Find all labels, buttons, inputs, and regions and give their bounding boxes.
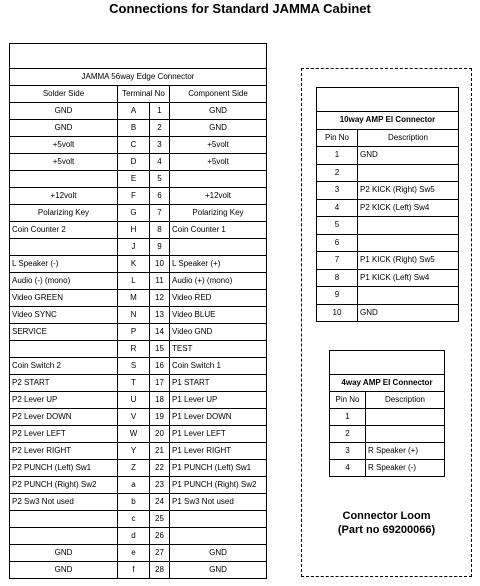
description-cell: GND	[358, 147, 459, 165]
table-caption: 4way AMP EI Connector	[330, 375, 445, 392]
terminal-letter-cell: Y	[118, 443, 150, 460]
solder-side-cell: GND	[10, 120, 118, 137]
table-row	[317, 147, 459, 165]
description-cell: P1 KICK (Left) Sw4	[358, 269, 459, 287]
solder-side-cell: Polarizing Key	[10, 205, 118, 222]
component-side-cell	[170, 528, 267, 545]
pin-no-cell: 6	[317, 234, 358, 252]
connector-loom-box	[301, 68, 472, 577]
terminal-letter-cell: Z	[118, 460, 150, 477]
solder-side-cell	[10, 528, 118, 545]
solder-side-cell: P2 Lever RIGHT	[10, 443, 118, 460]
component-side-cell: GND	[170, 545, 267, 562]
terminal-letter-cell: U	[118, 392, 150, 409]
solder-side-cell: Video SYNC	[10, 307, 118, 324]
table-caption: JAMMA 56way Edge Connector	[10, 69, 267, 86]
table-caption-row	[317, 112, 459, 130]
component-side-cell: TEST	[170, 341, 267, 358]
component-side-cell	[170, 171, 267, 188]
terminal-number-cell: 1	[150, 103, 170, 120]
terminal-letter-cell: K	[118, 256, 150, 273]
terminal-letter-cell: C	[118, 137, 150, 154]
pin-no-header: Pin No	[317, 129, 358, 147]
table-row	[330, 443, 445, 460]
terminal-number-cell: 15	[150, 341, 170, 358]
table-row	[317, 164, 459, 182]
description-header: Description	[358, 129, 459, 147]
table-row	[10, 120, 267, 137]
terminal-letter-cell: G	[118, 205, 150, 222]
terminal-letter-cell: J	[118, 239, 150, 256]
terminal-letter-cell: A	[118, 103, 150, 120]
terminal-number-cell: 9	[150, 239, 170, 256]
terminal-letter-cell: R	[118, 341, 150, 358]
solder-side-cell	[10, 171, 118, 188]
component-side-cell: Coin Counter 1	[170, 222, 267, 239]
component-side-cell: P1 PUNCH (Right) Sw2	[170, 477, 267, 494]
terminal-number-cell: 17	[150, 375, 170, 392]
table-row	[317, 304, 459, 322]
solder-side-cell: P2 PUNCH (Left) Sw1	[10, 460, 118, 477]
terminal-letter-cell: E	[118, 171, 150, 188]
solder-side-cell: SERVICE	[10, 324, 118, 341]
terminal-number-cell: 24	[150, 494, 170, 511]
table-header-row	[10, 86, 267, 103]
terminal-letter-cell: b	[118, 494, 150, 511]
description-cell	[358, 234, 459, 252]
solder-side-cell: L Speaker (-)	[10, 256, 118, 273]
description-cell: GND	[358, 304, 459, 322]
terminal-letter-cell: M	[118, 290, 150, 307]
component-side-cell: +5volt	[170, 137, 267, 154]
terminal-number-cell: 10	[150, 256, 170, 273]
table-row	[10, 358, 267, 375]
terminal-number-cell: 25	[150, 511, 170, 528]
page-title: Connections for Standard JAMMA Cabinet	[109, 1, 371, 16]
terminal-letter-cell: P	[118, 324, 150, 341]
pin-no-cell: 2	[317, 164, 358, 182]
table-row	[317, 269, 459, 287]
table-row	[10, 103, 267, 120]
description-cell: R Speaker (-)	[366, 460, 445, 477]
terminal-number-cell: 12	[150, 290, 170, 307]
component-side-cell: GND	[170, 103, 267, 120]
solder-side-cell: +5volt	[10, 154, 118, 171]
terminal-letter-cell: S	[118, 358, 150, 375]
solder-side-cell: P2 Lever DOWN	[10, 409, 118, 426]
description-cell: P2 KICK (Right) Sw5	[358, 182, 459, 200]
table-row	[10, 460, 267, 477]
table-row	[10, 324, 267, 341]
solder-side-cell: +12volt	[10, 188, 118, 205]
table-caption-row	[10, 69, 267, 86]
component-side-cell: P1 Lever RIGHT	[170, 443, 267, 460]
terminal-number-cell: 20	[150, 426, 170, 443]
component-side-cell: Video GND	[170, 324, 267, 341]
terminal-number-cell: 19	[150, 409, 170, 426]
terminal-letter-cell: V	[118, 409, 150, 426]
terminal-letter-cell: D	[118, 154, 150, 171]
terminal-letter-cell: a	[118, 477, 150, 494]
description-cell	[366, 409, 445, 426]
table-row	[10, 409, 267, 426]
description-cell: P1 KICK (Right) Sw5	[358, 252, 459, 270]
component-side-cell: L Speaker (+)	[170, 256, 267, 273]
terminal-number-cell: 28	[150, 562, 170, 579]
component-side-cell: P1 Lever DOWN	[170, 409, 267, 426]
component-side-cell: Video RED	[170, 290, 267, 307]
terminal-number-cell: 2	[150, 120, 170, 137]
table-row	[10, 137, 267, 154]
pin-no-cell: 7	[317, 252, 358, 270]
component-side-cell: Polarizing Key	[170, 205, 267, 222]
pin-no-header: Pin No	[330, 392, 366, 409]
terminal-number-cell: 18	[150, 392, 170, 409]
component-side-cell: +5volt	[170, 154, 267, 171]
description-header: Description	[366, 392, 445, 409]
terminal-letter-cell: d	[118, 528, 150, 545]
pin-no-cell: 5	[317, 217, 358, 235]
solder-side-cell: Coin Counter 2	[10, 222, 118, 239]
table-row	[10, 375, 267, 392]
table-row	[317, 287, 459, 305]
table-row	[10, 205, 267, 222]
terminal-letter-cell: H	[118, 222, 150, 239]
solder-side-cell	[10, 511, 118, 528]
terminal-number-cell: 22	[150, 460, 170, 477]
terminal-number-cell: 11	[150, 273, 170, 290]
component-side-cell: Video BLUE	[170, 307, 267, 324]
table-row	[10, 426, 267, 443]
terminal-letter-cell: T	[118, 375, 150, 392]
solder-side-cell: GND	[10, 103, 118, 120]
table-caption: 10way AMP EI Connector	[317, 112, 459, 130]
description-cell: R Speaker (+)	[366, 443, 445, 460]
terminal-letter-cell: c	[118, 511, 150, 528]
table-row	[10, 222, 267, 239]
table-row	[10, 154, 267, 171]
table-row	[10, 443, 267, 460]
component-side-cell: P1 Lever UP	[170, 392, 267, 409]
pin-no-cell: 4	[330, 460, 366, 477]
jamma-edge-connector-table	[9, 43, 267, 579]
table-header-row	[317, 129, 459, 147]
table-row	[10, 392, 267, 409]
amp10-connector-table	[316, 87, 459, 322]
table-spacer-row	[317, 88, 459, 112]
terminal-number-cell: 8	[150, 222, 170, 239]
table-row	[10, 188, 267, 205]
solder-side-header: Solder Side	[10, 86, 118, 103]
table-row	[317, 182, 459, 200]
table-row	[10, 307, 267, 324]
solder-side-cell: P2 Lever LEFT	[10, 426, 118, 443]
component-side-cell	[170, 239, 267, 256]
component-side-cell: +12volt	[170, 188, 267, 205]
terminal-number-cell: 4	[150, 154, 170, 171]
terminal-number-cell: 16	[150, 358, 170, 375]
component-side-cell: P1 START	[170, 375, 267, 392]
table-row	[317, 199, 459, 217]
table-row	[317, 234, 459, 252]
terminal-letter-cell: e	[118, 545, 150, 562]
solder-side-cell: +5volt	[10, 137, 118, 154]
terminal-letter-cell: W	[118, 426, 150, 443]
solder-side-cell: Coin Switch 2	[10, 358, 118, 375]
terminal-number-cell: 26	[150, 528, 170, 545]
table-header-row	[330, 392, 445, 409]
component-side-cell: GND	[170, 120, 267, 137]
component-side-cell: P1 Lever LEFT	[170, 426, 267, 443]
pin-no-cell: 8	[317, 269, 358, 287]
description-cell: P2 KICK (Left) Sw4	[358, 199, 459, 217]
pin-no-cell: 10	[317, 304, 358, 322]
table-row	[10, 477, 267, 494]
solder-side-cell	[10, 239, 118, 256]
component-side-cell: Audio (+) (mono)	[170, 273, 267, 290]
description-cell	[358, 217, 459, 235]
pin-no-cell: 1	[317, 147, 358, 165]
terminal-letter-cell: L	[118, 273, 150, 290]
description-cell	[366, 426, 445, 443]
terminal-number-cell: 14	[150, 324, 170, 341]
table-spacer-row	[330, 351, 445, 375]
terminal-number-cell: 5	[150, 171, 170, 188]
component-side-cell: GND	[170, 562, 267, 579]
pin-no-cell: 2	[330, 426, 366, 443]
terminal-letter-cell: N	[118, 307, 150, 324]
pin-no-cell: 9	[317, 287, 358, 305]
table-row	[10, 239, 267, 256]
table-row	[330, 409, 445, 426]
table-row	[10, 290, 267, 307]
description-cell	[358, 287, 459, 305]
terminal-number-cell: 13	[150, 307, 170, 324]
terminal-number-cell: 23	[150, 477, 170, 494]
solder-side-cell: GND	[10, 545, 118, 562]
solder-side-cell: Audio (-) (mono)	[10, 273, 118, 290]
solder-side-cell: P2 START	[10, 375, 118, 392]
table-row	[317, 217, 459, 235]
connector-loom-title: Connector Loom	[342, 510, 431, 522]
connector-loom-part-no: (Part no 69200066)	[337, 524, 436, 536]
amp4-connector-table	[329, 350, 445, 477]
component-side-header: Component Side	[170, 86, 267, 103]
table-row	[10, 494, 267, 511]
component-side-cell	[170, 511, 267, 528]
terminal-number-cell: 6	[150, 188, 170, 205]
solder-side-cell: P2 PUNCH (Right) Sw2	[10, 477, 118, 494]
pin-no-cell: 3	[317, 182, 358, 200]
table-caption-row	[330, 375, 445, 392]
table-row	[10, 528, 267, 545]
terminal-number-cell: 3	[150, 137, 170, 154]
pin-no-cell: 4	[317, 199, 358, 217]
table-row	[330, 460, 445, 477]
table-row	[10, 511, 267, 528]
table-row	[10, 256, 267, 273]
terminal-number-cell: 27	[150, 545, 170, 562]
solder-side-cell: P2 Sw3 Not used	[10, 494, 118, 511]
pin-no-cell: 3	[330, 443, 366, 460]
terminal-number-cell: 7	[150, 205, 170, 222]
table-spacer-row	[10, 44, 267, 69]
table-row	[10, 545, 267, 562]
solder-side-cell: GND	[10, 562, 118, 579]
terminal-no-header: Terminal No	[118, 86, 170, 103]
table-row	[10, 171, 267, 188]
solder-side-cell: P2 Lever UP	[10, 392, 118, 409]
pin-no-cell: 1	[330, 409, 366, 426]
component-side-cell: Coin Switch 1	[170, 358, 267, 375]
terminal-letter-cell: F	[118, 188, 150, 205]
solder-side-cell: Video GREEN	[10, 290, 118, 307]
table-row	[317, 252, 459, 270]
component-side-cell: P1 Sw3 Not used	[170, 494, 267, 511]
description-cell	[358, 164, 459, 182]
terminal-letter-cell: B	[118, 120, 150, 137]
table-row	[330, 426, 445, 443]
table-row	[10, 273, 267, 290]
table-row	[10, 341, 267, 358]
table-row	[10, 562, 267, 579]
terminal-letter-cell: f	[118, 562, 150, 579]
terminal-number-cell: 21	[150, 443, 170, 460]
solder-side-cell	[10, 341, 118, 358]
component-side-cell: P1 PUNCH (Left) Sw1	[170, 460, 267, 477]
